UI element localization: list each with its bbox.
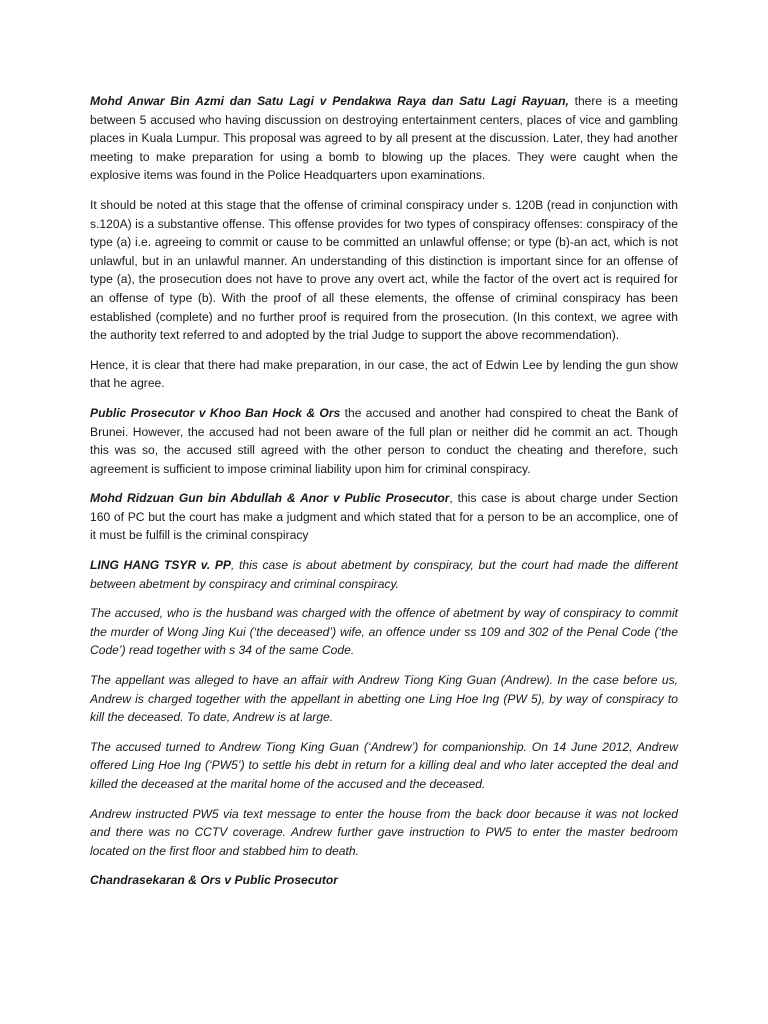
case-name: Mohd Ridzuan Gun bin Abdullah & Anor v Public Prosecutor — [90, 491, 450, 506]
paragraph-text: The accused turned to Andrew Tiong King Guan (‘Andrew’) for companionship. On 14 June 2012, Andrew offered Ling Hoe Ing (‘PW5’) to settle his debt in return for a killing deal and who later accepted the deal and killed the deceased at the marital home of the accused and the deceased. — [90, 739, 678, 791]
paragraph-text: The appellant was alleged to have an affair with Andrew Tiong King Guan (Andrew). In the case before us, Andrew is charged together with the appellant in abetting one Ling Hoe Ing (PW 5), by way of conspiracy to kill the deceased. To date, Andrew is at large. — [90, 673, 678, 725]
paragraph-text-message — [90, 805, 678, 861]
document-page — [90, 92, 678, 890]
paragraph-text: Andrew instructed PW5 via text message to enter the house from the back door because it was not locked and there was no CCTV coverage. Andrew further gave instruction to PW5 to enter the master bedroom located on the first floor and stabbed him to death. — [90, 806, 678, 858]
case-name: Mohd Anwar Bin Azmi dan Satu Lagi v Pendakwa Raya dan Satu Lagi Rayuan, — [90, 94, 569, 108]
case-heading-chandrasekaran: Chandrasekaran & Ors v Public Prosecutor — [90, 873, 339, 888]
paragraph-text: It should be noted at this stage that the offense of criminal conspiracy under s. 120B (read in conjunction with s.120A) is a substantive offense. This offense provides for two types of conspiracy offenses: conspiracy of the type (a) i.e. agreeing to commit or cause to be committed an unlawful offense; or type (b)-an act, which is not unlawful, but in an unlawful manner. An understanding of this distinction is important since for an offense of type (a), the prosecution does not have to prove any overt act, while the factor of the overt act is required for an offense of type (b). With the proof of all these elements, the offense of criminal conspiracy has been established (complete) and no further proof is required from the prosecution. (In this context, we agree with the authority text referred to and adopted by the trial Judge to support the above recommendation). — [90, 197, 678, 343]
paragraph-companionship — [90, 738, 678, 794]
paragraph-accused-husband — [90, 604, 678, 660]
paragraph-text: the accused and another had conspired to cheat the Bank of Brunei. However, the accused had not been aware of the full plan or neither did he commit an act. Though this was so, the accused still agreed with the other person to conduct the cheating and therefore, such agreement is sufficient to impose criminal liability upon him for criminal conspiracy. — [90, 405, 678, 476]
case-name: LING HANG TSYR v. PP — [90, 558, 231, 573]
paragraph-khoo-ban-hock — [90, 404, 678, 478]
paragraph-text: , this case is about abetment by conspiracy, but the court had made the different between abetment by conspiracy and criminal conspiracy. — [90, 558, 678, 591]
paragraph-text: The accused, who is the husband was charged with the offence of abetment by way of conspiracy to commit the murder of Wong Jing Kui (‘the deceased’) wife, an offence under ss 109 and 302 of the Penal Code (‘the Code’) read together with s 34 of the same Code. — [90, 606, 678, 658]
case-name: Public Prosecutor v Khoo Ban Hock & Ors — [90, 405, 341, 420]
paragraph-conspiracy-types — [90, 196, 678, 345]
paragraph-text: , this case is about charge under Section 160 of PC but the court has make a judgment and which stated that for a person to be an accomplice, one of it must be fulfill is the criminal conspiracy — [90, 491, 678, 543]
paragraph-appellant-affair — [90, 671, 678, 727]
paragraph-mohd-ridzuan — [90, 489, 678, 545]
paragraph-text: there is a meeting between 5 accused who having discussion on destroying entertainment centers, places of vice and gambling places in Kuala Lumpur. This proposal was agreed to by all present at the discussion. Later, they had another meeting to make preparation for using a bomb to blowing up the places. They were caught when the explosive items was found in the Police Headquarters upon examinations. — [90, 94, 678, 183]
paragraph-edwin-lee — [90, 356, 678, 393]
paragraph-mohd-anwar — [90, 92, 678, 185]
paragraph-text: Hence, it is clear that there had make preparation, in our case, the act of Edwin Lee by lending the gun show that he agree. — [90, 357, 678, 391]
paragraph-ling-hang-tsyr — [90, 556, 678, 593]
